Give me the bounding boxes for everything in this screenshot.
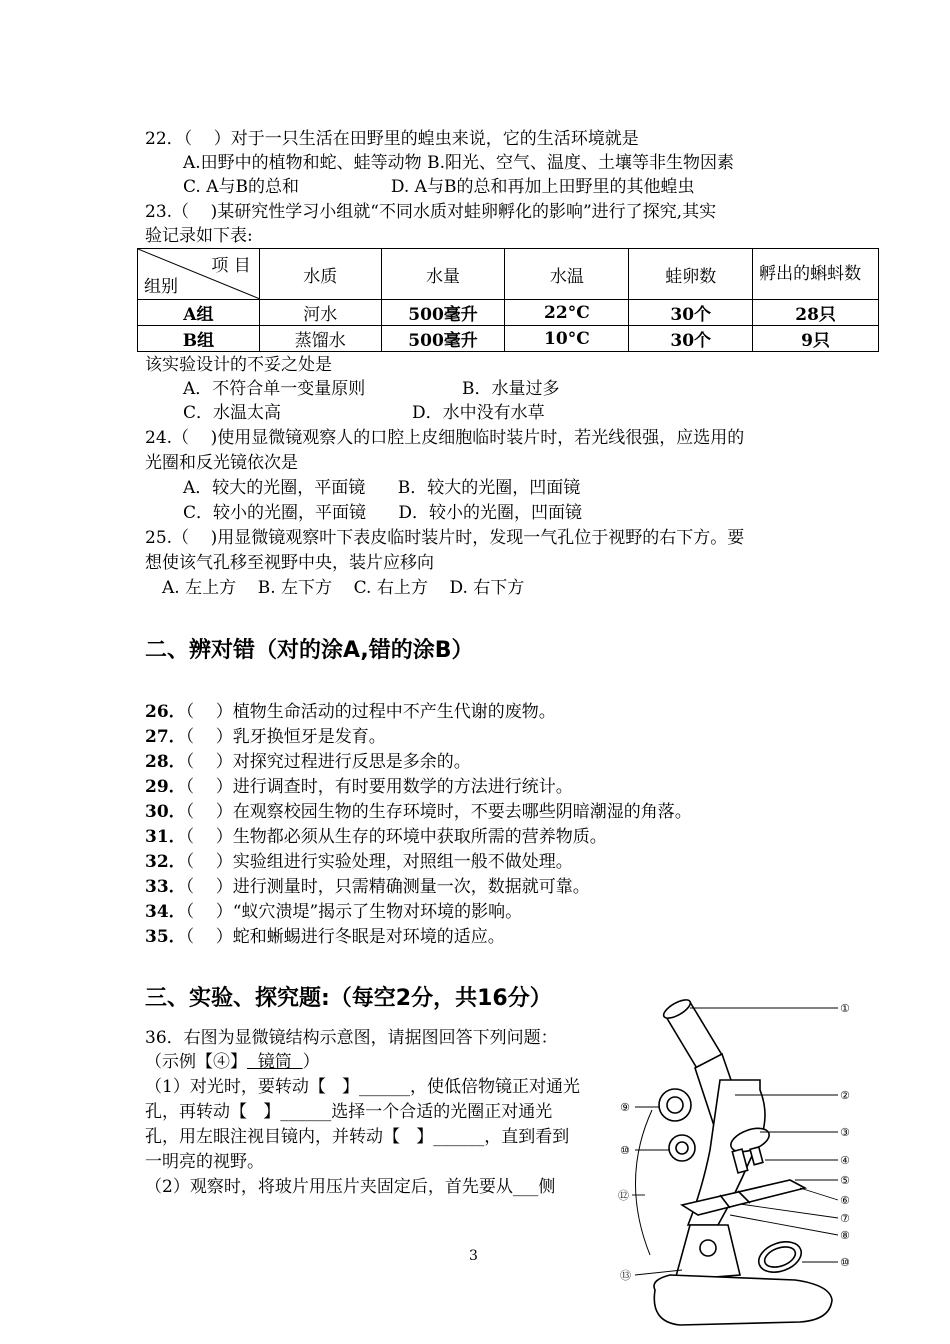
list-item: 27．（ ）乳牙换恒牙是发育。 bbox=[145, 727, 386, 747]
table-header: 水温 bbox=[505, 249, 629, 300]
label-5: ⑤ bbox=[840, 1174, 850, 1187]
label-1: ① bbox=[840, 1002, 850, 1015]
table-cell: 河水 bbox=[259, 300, 381, 326]
list-item: 32．（ ）实验组进行实验处理，对照组一般不做处理。 bbox=[145, 852, 573, 872]
q36-stem: 36．右图为显微镜结构示意图，请据图回答下列问题： bbox=[145, 1028, 558, 1048]
table-cell: 30个 bbox=[629, 326, 753, 352]
list-item: 34．（ ）“蚁穴溃堤”揭示了生物对环境的影响。 bbox=[145, 902, 523, 922]
q23-stem-line2: 验记录如下表: bbox=[145, 226, 253, 246]
label-9: ⑨ bbox=[620, 1101, 630, 1114]
label-10-right: ⑩ bbox=[840, 1256, 850, 1269]
list-item: 28．（ ）对探究过程进行反思是多余的。 bbox=[145, 752, 471, 772]
list-item: 26．（ ）植物生命活动的过程中不产生代谢的废物。 bbox=[145, 702, 556, 722]
q22-stem: 22．（ ）对于一只生活在田野里的蝗虫来说，它的生活环境就是 bbox=[145, 129, 639, 149]
experiment-table bbox=[137, 248, 879, 352]
table-cell: 9只 bbox=[753, 326, 879, 352]
q25-options: A. 左上方 B. 左下方 C. 右上方 D. 右下方 bbox=[162, 578, 525, 598]
q36-part1-line1: （1）对光时，要转动【 】______，使低倍物镜正对通光 bbox=[145, 1077, 581, 1097]
q23-option-b: B．水量过多 bbox=[462, 379, 560, 399]
label-4: ④ bbox=[840, 1154, 850, 1167]
microscope-diagram bbox=[610, 990, 860, 1340]
table-cell: 22°C bbox=[505, 300, 629, 326]
section-3-title: 三、实验、探究题:（每空2分，共16分） bbox=[145, 986, 552, 1011]
q24-stem-line2: 光圈和反光镜依次是 bbox=[145, 453, 298, 473]
list-item: 33．（ ）进行测量时，只需精确测量一次，数据就可靠。 bbox=[145, 877, 590, 897]
q23-stem-line1: 23.（ )某研究性学习小组就“不同水质对蛙卵孵化的影响”进行了探究,其实 bbox=[145, 202, 717, 222]
q36-part2-line1: （2）观察时，将玻片用压片夹固定后，首先要从___侧 bbox=[145, 1177, 556, 1197]
table-cell: 28只 bbox=[753, 300, 879, 326]
q24-options-cd: C．较小的光圈，平面镜 D．较小的光圈，凹面镜 bbox=[183, 503, 583, 523]
q24-options-ab: A．较大的光圈，平面镜 B．较大的光圈，凹面镜 bbox=[183, 478, 581, 498]
list-item: 35．（ ）蛇和蜥蜴进行冬眠是对环境的适应。 bbox=[145, 927, 505, 947]
table-cell: 蒸馏水 bbox=[259, 326, 381, 352]
label-6: ⑥ bbox=[840, 1194, 850, 1207]
list-item: 31．（ ）生物都必须从生存的环境中获取所需的营养物质。 bbox=[145, 827, 607, 847]
label-2: ② bbox=[840, 1089, 850, 1102]
corner-label-group: 组别 bbox=[144, 277, 178, 297]
label-13: ⑬ bbox=[620, 1269, 631, 1282]
table-cell: 500毫升 bbox=[381, 326, 505, 352]
table-corner-cell bbox=[138, 249, 260, 300]
label-3: ③ bbox=[840, 1126, 850, 1139]
page-number: 3 bbox=[469, 1248, 478, 1264]
table-cell: B组 bbox=[138, 326, 260, 352]
table-cell: 30个 bbox=[629, 300, 753, 326]
corner-label-items: 项 目 bbox=[211, 256, 251, 276]
table-header: 蛙卵数 bbox=[629, 249, 753, 300]
table-row bbox=[138, 326, 879, 352]
table-row bbox=[138, 300, 879, 326]
q23-option-a: A．不符合单一变量原则 bbox=[183, 379, 366, 399]
q24-stem-line1: 24.（ )使用显微镜观察人的口腔上皮细胞临时装片时，若光线很强，应选用的 bbox=[145, 428, 745, 448]
q22-options-cd: C. A与B的总和 D. A与B的总和再加上田野里的其他蝗虫 bbox=[183, 177, 695, 197]
label-8: ⑧ bbox=[840, 1229, 850, 1242]
q23-after-text: 该实验设计的不妥之处是 bbox=[145, 355, 332, 375]
q36-part1-line2: 孔，再转动【 】______选择一个合适的光圈正对通光 bbox=[145, 1102, 553, 1122]
table-cell: 10°C bbox=[505, 326, 629, 352]
list-item: 30．（ ）在观察校园生物的生存环境时，不要去哪些阴暗潮湿的角落。 bbox=[145, 802, 692, 822]
q23-option-d: D．水中没有水草 bbox=[412, 403, 545, 423]
q22-options-ab: A.田野中的植物和蛇、蛙等动物 B.阳光、空气、温度、土壤等非生物因素 bbox=[183, 153, 734, 173]
q23-option-c: C．水温太高 bbox=[183, 403, 282, 423]
q25-stem-line2: 想使该气孔移至视野中央，装片应移向 bbox=[145, 553, 434, 573]
label-12: ⑫ bbox=[618, 1189, 629, 1202]
q25-stem-line1: 25.（ )用显微镜观察叶下表皮临时装片时，发现一气孔位于视野的右下方。要 bbox=[145, 528, 745, 548]
table-header: 孵出的蝌蚪数 bbox=[753, 249, 879, 300]
table-cell: A组 bbox=[138, 300, 260, 326]
table-header: 水质 bbox=[259, 249, 381, 300]
label-10-left: ⑩ bbox=[620, 1144, 630, 1157]
label-7: ⑦ bbox=[840, 1212, 850, 1225]
q36-part1-line4: 一明亮的视野。 bbox=[145, 1152, 264, 1172]
table-cell: 500毫升 bbox=[381, 300, 505, 326]
q36-part1-line3: 孔，用左眼注视目镜内，并转动【 】______，直到看到 bbox=[145, 1127, 570, 1147]
table-header: 水量 bbox=[381, 249, 505, 300]
q36-example: （示例【④】 镜筒 ） bbox=[145, 1052, 320, 1072]
list-item: 29．（ ）进行调查时，有时要用数学的方法进行统计。 bbox=[145, 777, 573, 797]
section-2-title: 二、辨对错（对的涂A,错的涂B） bbox=[145, 638, 474, 663]
